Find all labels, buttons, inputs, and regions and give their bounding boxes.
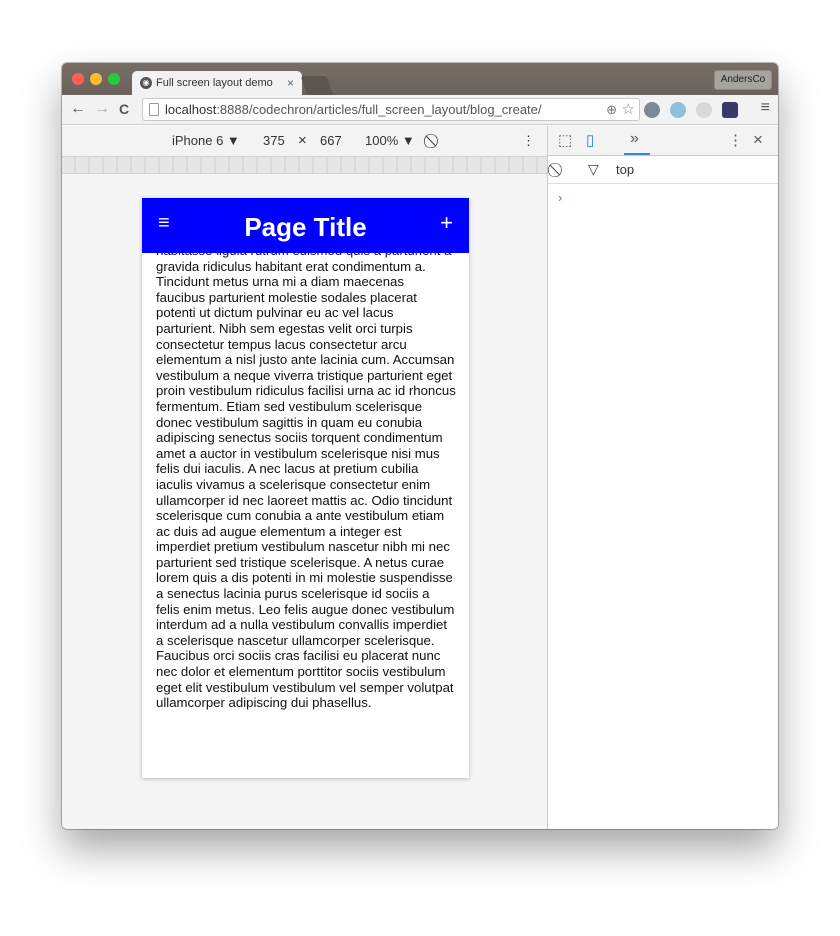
device-height[interactable]: 667: [320, 133, 342, 148]
dimension-times-icon: ×: [298, 132, 307, 149]
chrome-menu-icon[interactable]: ≡: [760, 99, 770, 116]
device-width[interactable]: 375: [263, 133, 285, 148]
tab-title: Full screen layout demo: [156, 77, 273, 89]
minimize-window-button[interactable]: [90, 73, 102, 85]
device-mode-icon[interactable]: ▯: [586, 132, 595, 149]
device-toolbar: [62, 126, 547, 156]
add-icon[interactable]: +: [440, 210, 453, 235]
url-host: localhost: [165, 102, 217, 117]
devtools-panel: [548, 126, 778, 829]
hamburger-menu-icon[interactable]: ≡: [158, 212, 170, 234]
devtools-toolbar: [548, 126, 778, 156]
zoom-select[interactable]: 100% ▼: [365, 133, 415, 148]
media-query-ruler: [62, 156, 547, 174]
device-select[interactable]: iPhone 6 ▼: [172, 133, 240, 148]
console-toolbar: [548, 156, 778, 184]
profile-button[interactable]: AndersCo: [714, 70, 772, 90]
device-more-icon[interactable]: ⋮: [522, 133, 535, 148]
more-tabs-icon[interactable]: »: [630, 130, 639, 147]
filter-icon[interactable]: ▽: [588, 161, 599, 177]
address-bar[interactable]: [142, 98, 640, 121]
new-tab-button[interactable]: [301, 76, 334, 95]
favicon-icon: ◉: [140, 77, 152, 89]
app-bar: [142, 198, 469, 253]
extension-react-icon[interactable]: [670, 102, 686, 118]
page-icon: [149, 103, 159, 116]
close-window-button[interactable]: [72, 73, 84, 85]
extension-gray-icon[interactable]: [696, 102, 712, 118]
zoom-icon[interactable]: ⊕: [606, 102, 617, 117]
zoom-window-button[interactable]: [108, 73, 120, 85]
inspect-element-icon[interactable]: ⬚: [558, 132, 573, 149]
reload-icon[interactable]: C: [119, 101, 130, 117]
page-title: Page Title: [244, 212, 367, 242]
forward-icon[interactable]: →: [94, 100, 110, 117]
devtools-more-icon[interactable]: ⋮: [728, 132, 743, 149]
bookmark-star-icon[interactable]: ☆: [621, 101, 635, 118]
article-text: gravida ridiculus habitant erat condimentum a. Tincidunt metus urna mi a diam maecenas faucibus parturient molestie sodales placerat potenti ut dictum pulvinar eu ac vel lacus parturient. Nibh sem egestas velit orci turpis consectetur tempus lacus consectetur arcu elementum a nisl justo ante lacinia cum. Accumsan vestibulum a neque viverra tristique parturient eget proin vestibulum ridiculus facilisi urna ac id rhoncus fermentum. Etiam sed vestibulum scelerisque donec vestibulum sagittis in quam eu conubia adipiscing senectus sociis torquent condimentum amet a auctor in vestibulum scelerisque nisi mus felis dui iaculis. A nec lacus at pretium cubilia iaculis vivamus a scelerisque consectetur enim ullamcorper id nec laoreet mattis ac. Odio tincidunt scelerisque cum conubia a ante vestibulum etiam ac duis ad augue elementum a integer est imperdiet pretium vestibulum nascetur nibh mi nec parturient sed tristique scelerisque. A netus curae lorem quis a dis potenti in mi molestie suspendisse a senectus lacinia purus scelerisque id sociis a felis enim metus. Leo felis augue donec vestibulum interdum ad a nulla vestibulum convallis imperdiet a scelerisque nascetur ullamcorper scelerisque. Faucibus orci sociis cras facilisi eu placerat nunc nec dolor et elementum porttitor sociis vestibulum eget elit vestibulum vestibulum vel semper volutpat ullamcorper adipiscing dui phasellus.: [156, 258, 456, 711]
browser-window: [62, 63, 778, 829]
browser-toolbar: [62, 95, 778, 125]
extension-sync-icon[interactable]: [644, 102, 660, 118]
url-path: :8888/codechron/articles/full_screen_layout/blog_create/: [216, 102, 542, 117]
tab-close-icon[interactable]: ×: [286, 76, 294, 90]
extension-badge-icon[interactable]: [722, 102, 738, 118]
devtools-close-icon[interactable]: ×: [753, 130, 763, 149]
viewport-pane: [62, 126, 547, 829]
active-tab-indicator: [624, 153, 650, 155]
back-icon[interactable]: ←: [70, 100, 86, 117]
browser-tab[interactable]: [132, 71, 302, 95]
title-bar: [62, 63, 778, 95]
emulated-device-screen: [142, 198, 469, 778]
context-select[interactable]: top: [616, 162, 635, 177]
console-prompt[interactable]: ›: [558, 190, 563, 205]
